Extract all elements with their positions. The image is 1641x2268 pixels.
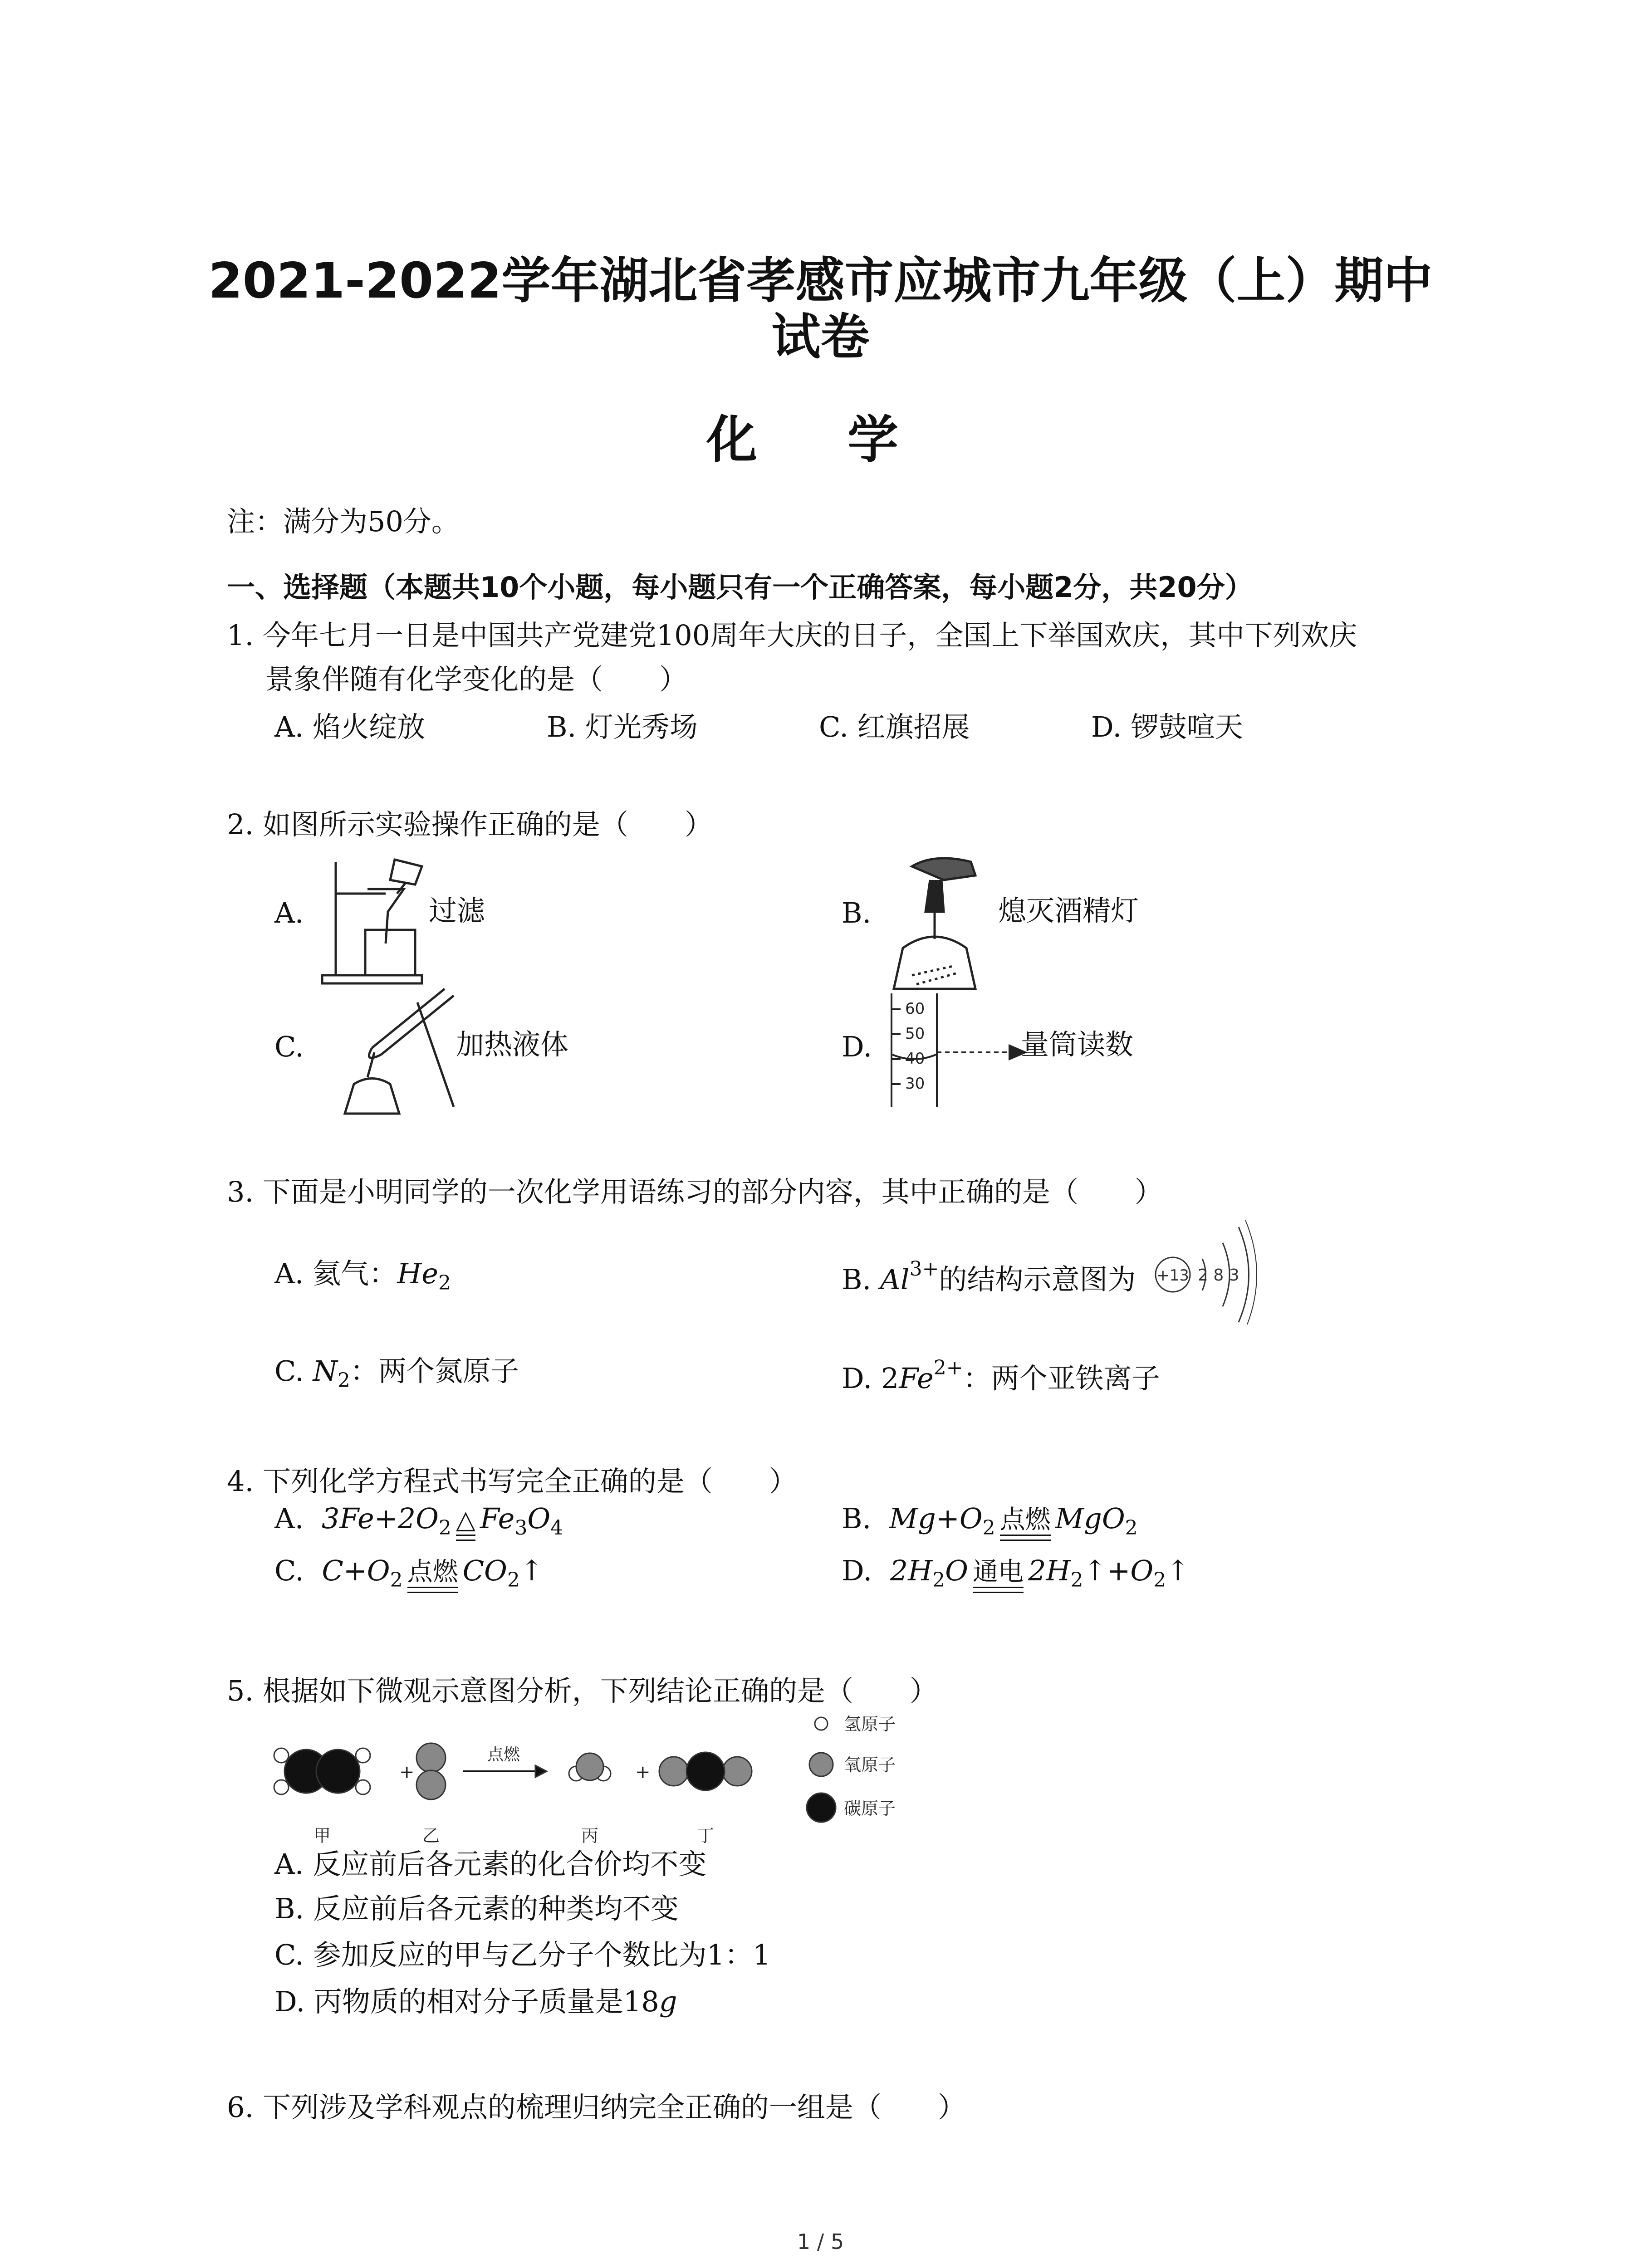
q3-d-text: ：两个亚铁离子 xyxy=(963,1362,1160,1395)
q5-d-unit: g xyxy=(659,1985,677,2018)
reaction-condition: 点燃 xyxy=(487,1745,520,1764)
plus-sign-2: + xyxy=(635,1762,651,1783)
q3-c-formula: N xyxy=(313,1354,338,1388)
q3-a-sub: 2 xyxy=(438,1271,451,1295)
q2-option-d-letter: D. xyxy=(842,1030,872,1063)
q2-option-b-letter: B. xyxy=(842,896,872,929)
cyl-tick-50: 50 xyxy=(905,1025,925,1043)
q3-option-c xyxy=(274,1354,519,1398)
extinguish-alcohol-lamp-icon xyxy=(885,848,989,993)
q2-option-c-text: 加热液体 xyxy=(456,1028,569,1061)
q4-d-rhs1-sub: 2 xyxy=(1070,1569,1083,1592)
q4-c-lhs: C+O xyxy=(322,1554,390,1587)
page-number: 1 / 5 xyxy=(797,2229,844,2254)
micro-reaction-diagram xyxy=(263,1715,935,1851)
q4-b-condition: 点燃 xyxy=(995,1506,1055,1541)
q4-option-b xyxy=(842,1501,1138,1545)
gas-arrow-icon: ↑ xyxy=(519,1554,544,1587)
q4-a-lhs-sub: 2 xyxy=(438,1516,451,1540)
q4-option-c xyxy=(274,1554,544,1598)
q4-d-lhs-end: O xyxy=(945,1554,968,1587)
q1-option-b: B. 灯光秀场 xyxy=(547,710,698,743)
q2-option-c-letter: C. xyxy=(274,1030,304,1063)
label-ding: 丁 xyxy=(696,1826,715,1846)
q1-stem-line2: 景象伴随有化学变化的是（ ） xyxy=(265,663,688,696)
subject-heading: 化 学 xyxy=(706,411,935,469)
q4-d-lhs-sub: 2 xyxy=(932,1569,945,1592)
q5-stem: 5. 根据如下微观示意图分析，下列结论正确的是（ ） xyxy=(227,1674,938,1707)
page-title-line2: 试卷 xyxy=(771,309,870,366)
q4-a-condition: △ xyxy=(451,1506,480,1541)
q2-option-a-letter: A. xyxy=(274,896,304,929)
q1-stem-line1: 1. 今年七月一日是中国共产党建党100周年大庆的日子，全国上下举国欢庆，其中下列欢庆 xyxy=(227,619,1357,652)
exam-note: 注：满分为50分。 xyxy=(227,505,460,538)
legend-hydrogen: 氢原子 xyxy=(844,1715,896,1734)
q4-b-rhs-sub: 2 xyxy=(1125,1516,1138,1540)
nucleus-charge: +13 xyxy=(1156,1266,1189,1285)
q4-c-rhs: CO xyxy=(462,1554,507,1587)
q4-a-lhs: 3Fe+2O xyxy=(321,1502,439,1535)
gas-arrow-icon: ↑ xyxy=(1083,1554,1107,1587)
q3-a-prefix: A. 氦气： xyxy=(274,1257,397,1290)
q4-d-letter: D. xyxy=(842,1554,872,1587)
q5-d-text: D. 丙物质的相对分子质量是18 xyxy=(274,1985,659,2018)
q4-a-rhs-sub2: 4 xyxy=(550,1516,563,1540)
graduated-cylinder-reading-icon xyxy=(887,991,1037,1109)
q3-b-text: 的结构示意图为 xyxy=(939,1263,1136,1296)
q3-d-prefix: D. 2 xyxy=(842,1362,899,1395)
q4-d-rhs2-sub: 2 xyxy=(1153,1569,1166,1592)
q5-option-a: A. 反应前后各元素的化合价均不变 xyxy=(274,1848,707,1881)
q4-option-a xyxy=(274,1501,563,1545)
q5-option-d xyxy=(274,1984,677,2019)
q3-d-formula: Fe xyxy=(899,1362,934,1395)
label-jia: 甲 xyxy=(313,1826,331,1846)
q4-a-rhs-mid: O xyxy=(527,1502,551,1535)
q3-b-prefix: B. xyxy=(842,1263,880,1296)
cyl-tick-60: 60 xyxy=(905,1000,925,1018)
q3-c-sub: 2 xyxy=(337,1369,350,1392)
q2-stem: 2. 如图所示实验操作正确的是（ ） xyxy=(227,808,713,841)
q3-a-formula: He xyxy=(397,1257,438,1290)
q4-b-lhs: Mg+O xyxy=(889,1502,983,1535)
q4-option-d xyxy=(842,1554,1190,1598)
q5-option-c: C. 参加反应的甲与乙分子个数比为1：1 xyxy=(274,1938,771,1971)
q4-a-rhs-sub1: 3 xyxy=(514,1516,528,1540)
section-heading: 一、选择题（本题共10个小题，每小题只有一个正确答案，每小题2分，共20分） xyxy=(227,571,1253,604)
filtration-apparatus-icon xyxy=(318,853,436,989)
plus-sign-1: + xyxy=(399,1762,415,1783)
q1-option-d: D. 锣鼓喧天 xyxy=(1091,710,1243,743)
q3-option-b xyxy=(842,1252,1136,1297)
heating-liquid-icon xyxy=(318,984,463,1120)
q4-c-condition: 点燃 xyxy=(403,1559,463,1593)
q4-d-condition: 通电 xyxy=(968,1559,1028,1593)
q4-b-letter: B. xyxy=(842,1502,872,1535)
legend-carbon: 碳原子 xyxy=(844,1799,896,1818)
electron-shells: 2 8 3 xyxy=(1198,1266,1239,1285)
q1-option-c: C. 红旗招展 xyxy=(819,710,970,743)
q2-option-a-text: 过滤 xyxy=(429,894,485,927)
q4-b-rhs: MgO xyxy=(1055,1502,1125,1535)
q4-c-lhs-sub: 2 xyxy=(390,1569,403,1592)
q4-stem: 4. 下列化学方程式书写完全正确的是（ ） xyxy=(227,1465,797,1498)
page-title: 2021-2022学年湖北省孝感市应城市九年级（上）期中 xyxy=(208,253,1433,309)
q4-c-rhs-sub: 2 xyxy=(507,1569,520,1592)
q3-option-d xyxy=(842,1351,1160,1396)
q4-d-rhs2: +O xyxy=(1107,1554,1154,1587)
q3-b-formula: Al xyxy=(880,1263,910,1296)
atom-structure-diagram xyxy=(1152,1216,1266,1325)
label-yi: 乙 xyxy=(422,1826,440,1846)
q3-c-prefix: C. xyxy=(274,1354,313,1388)
q4-d-rhs1: 2H xyxy=(1028,1554,1071,1587)
q4-a-letter: A. xyxy=(274,1502,304,1535)
q4-c-letter: C. xyxy=(274,1554,304,1587)
label-bing: 丙 xyxy=(581,1826,599,1846)
q3-c-text: ：两个氮原子 xyxy=(350,1354,519,1388)
q2-option-d-text: 量筒读数 xyxy=(1021,1028,1134,1061)
q3-d-sup: 2+ xyxy=(933,1356,963,1379)
cyl-tick-30: 30 xyxy=(905,1075,925,1093)
q4-d-lhs: 2H xyxy=(890,1554,933,1587)
q1-option-a: A. 焰火绽放 xyxy=(274,710,426,743)
q2-option-b-text: 熄灭酒精灯 xyxy=(998,894,1139,927)
q5-option-b: B. 反应前后各元素的种类均不变 xyxy=(274,1892,679,1925)
q3-stem: 3. 下面是小明同学的一次化学用语练习的部分内容，其中正确的是（ ） xyxy=(227,1175,1163,1208)
q4-a-rhs: Fe xyxy=(480,1502,515,1535)
gas-arrow-icon: ↑ xyxy=(1166,1554,1190,1587)
cyl-tick-40: 40 xyxy=(905,1050,925,1068)
q4-b-lhs-sub: 2 xyxy=(982,1516,995,1540)
q6-stem: 6. 下列涉及学科观点的梳理归纳完全正确的一组是（ ） xyxy=(227,2091,966,2124)
q3-b-sup: 3+ xyxy=(909,1257,939,1281)
q3-option-a xyxy=(274,1256,451,1300)
legend-oxygen: 氧原子 xyxy=(844,1755,896,1775)
